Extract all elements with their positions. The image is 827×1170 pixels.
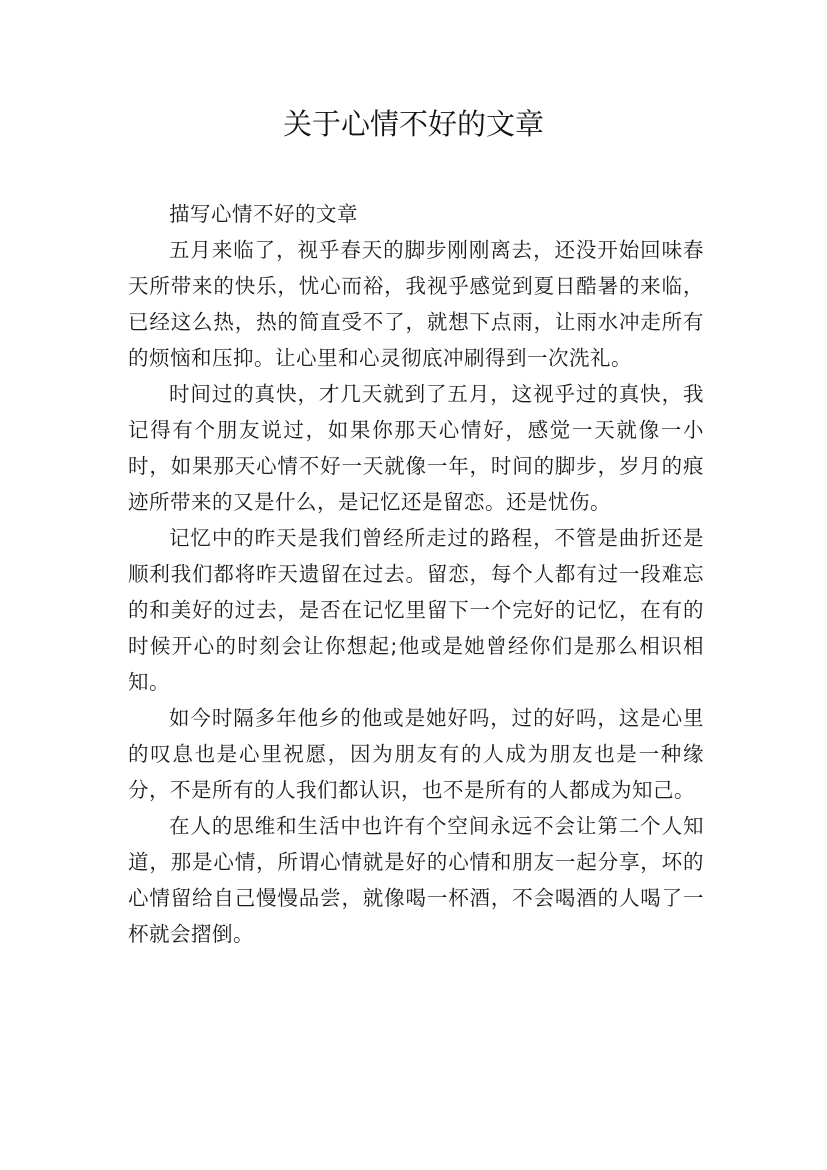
paragraph: 在人的思维和生活中也许有个空间永远不会让第二个人知道，那是心情，所谓心情就是好的心情和朋友一起分享，坏的心情留给自己慢慢品尝，就像喝一杯酒，不会喝酒的人喝了一杯就会摺倒。 <box>128 814 704 946</box>
paragraph: 如今时隔多年他乡的他或是她好吗，过的好吗，这是心里的叹息也是心里祝愿，因为朋友有的人成为朋友也是一种缘分，不是所有的人我们都认识，也不是所有的人都成为知己。 <box>128 706 704 802</box>
paragraph-subtitle: 描写心情不好的文章 <box>169 202 358 226</box>
paragraph: 五月来临了，视乎春天的脚步刚刚离去，还没开始回味春天所带来的快乐，忧心而裕，我视乎感觉到夏日酷暑的来临，已经这么热，热的简直受不了，就想下点雨，让雨水冲走所有的烦恼和压抑。让心里和心灵彻底冲刷得到一次洗礼。 <box>128 238 704 370</box>
document-body <box>128 196 704 952</box>
paragraph: 记忆中的昨天是我们曾经所走过的路程，不管是曲折还是顺利我们都将昨天遗留在过去。留恋，每个人都有过一段难忘的和美好的过去，是否在记忆里留下一个完好的记忆，在有的时候开心的时刻会让你想起;他或是她曾经你们是那么相识相知。 <box>128 526 704 694</box>
document-title: 关于心情不好的文章 <box>282 107 544 141</box>
paragraph: 时间过的真快，才几天就到了五月，这视乎过的真快，我记得有个朋友说过，如果你那天心情好，感觉一天就像一小时，如果那天心情不好一天就像一年，时间的脚步，岁月的痕迹所带来的又是什么，是记忆还是留恋。还是忧伤。 <box>128 382 704 514</box>
